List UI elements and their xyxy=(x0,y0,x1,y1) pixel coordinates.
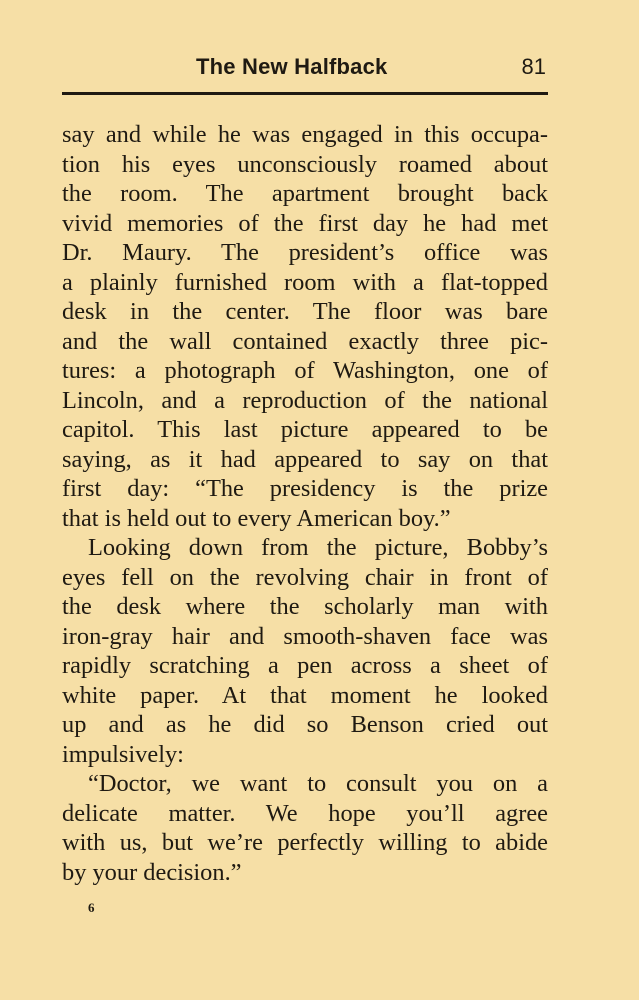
text-line: Looking down from the picture, Bobby’s xyxy=(88,534,548,561)
text-line: the desk where the scholarly man with xyxy=(62,593,548,620)
text-line: rapidly scratching a pen across a sheet of xyxy=(62,652,548,679)
text-line: first day: “The presidency is the prize xyxy=(62,475,548,502)
running-title: The New Halfback xyxy=(196,54,388,79)
text-line: eyes fell on the revolving chair in front of xyxy=(62,563,548,591)
text-line: impulsively: xyxy=(62,740,184,768)
page-number: 81 xyxy=(521,54,546,79)
text-line: capitol. This last picture appeared to be xyxy=(62,416,548,443)
text-line: vivid memories of the first day he had met xyxy=(62,209,548,237)
text-line: delicate matter. We hope you’ll agree xyxy=(62,799,548,827)
text-line: that is held out to every American boy.” xyxy=(62,504,451,532)
body-text xyxy=(62,120,548,887)
text-line: white paper. At that moment he looked xyxy=(62,681,548,709)
text-line: by your decision.” xyxy=(62,858,242,886)
text-line: with us, but we’re perfectly willing to abide xyxy=(62,829,548,856)
text-line: tion his eyes unconsciously roamed about xyxy=(62,150,548,178)
text-line: and the wall contained exactly three pic- xyxy=(62,327,548,355)
text-line: Lincoln, and a reproduction of the national xyxy=(62,386,548,414)
text-line: Dr. Maury. The president’s office was xyxy=(62,239,548,266)
text-line: the room. The apartment brought back xyxy=(62,180,548,207)
running-head xyxy=(60,48,550,88)
text-line: up and as he did so Benson cried out xyxy=(62,711,548,738)
text-line: say and while he was engaged in this occupa- xyxy=(62,121,548,148)
text-line: “Doctor, we want to consult you on a xyxy=(88,770,548,797)
signature-mark: 6 xyxy=(88,900,95,915)
header-rule xyxy=(62,92,548,95)
text-line: desk in the center. The floor was bare xyxy=(62,298,548,325)
text-line: tures: a photograph of Washington, one of xyxy=(62,357,548,384)
text-line: a plainly furnished room with a flat-topped xyxy=(62,268,548,296)
text-line: iron-gray hair and smooth-shaven face was xyxy=(62,622,548,650)
text-line: saying, as it had appeared to say on that xyxy=(62,445,548,473)
